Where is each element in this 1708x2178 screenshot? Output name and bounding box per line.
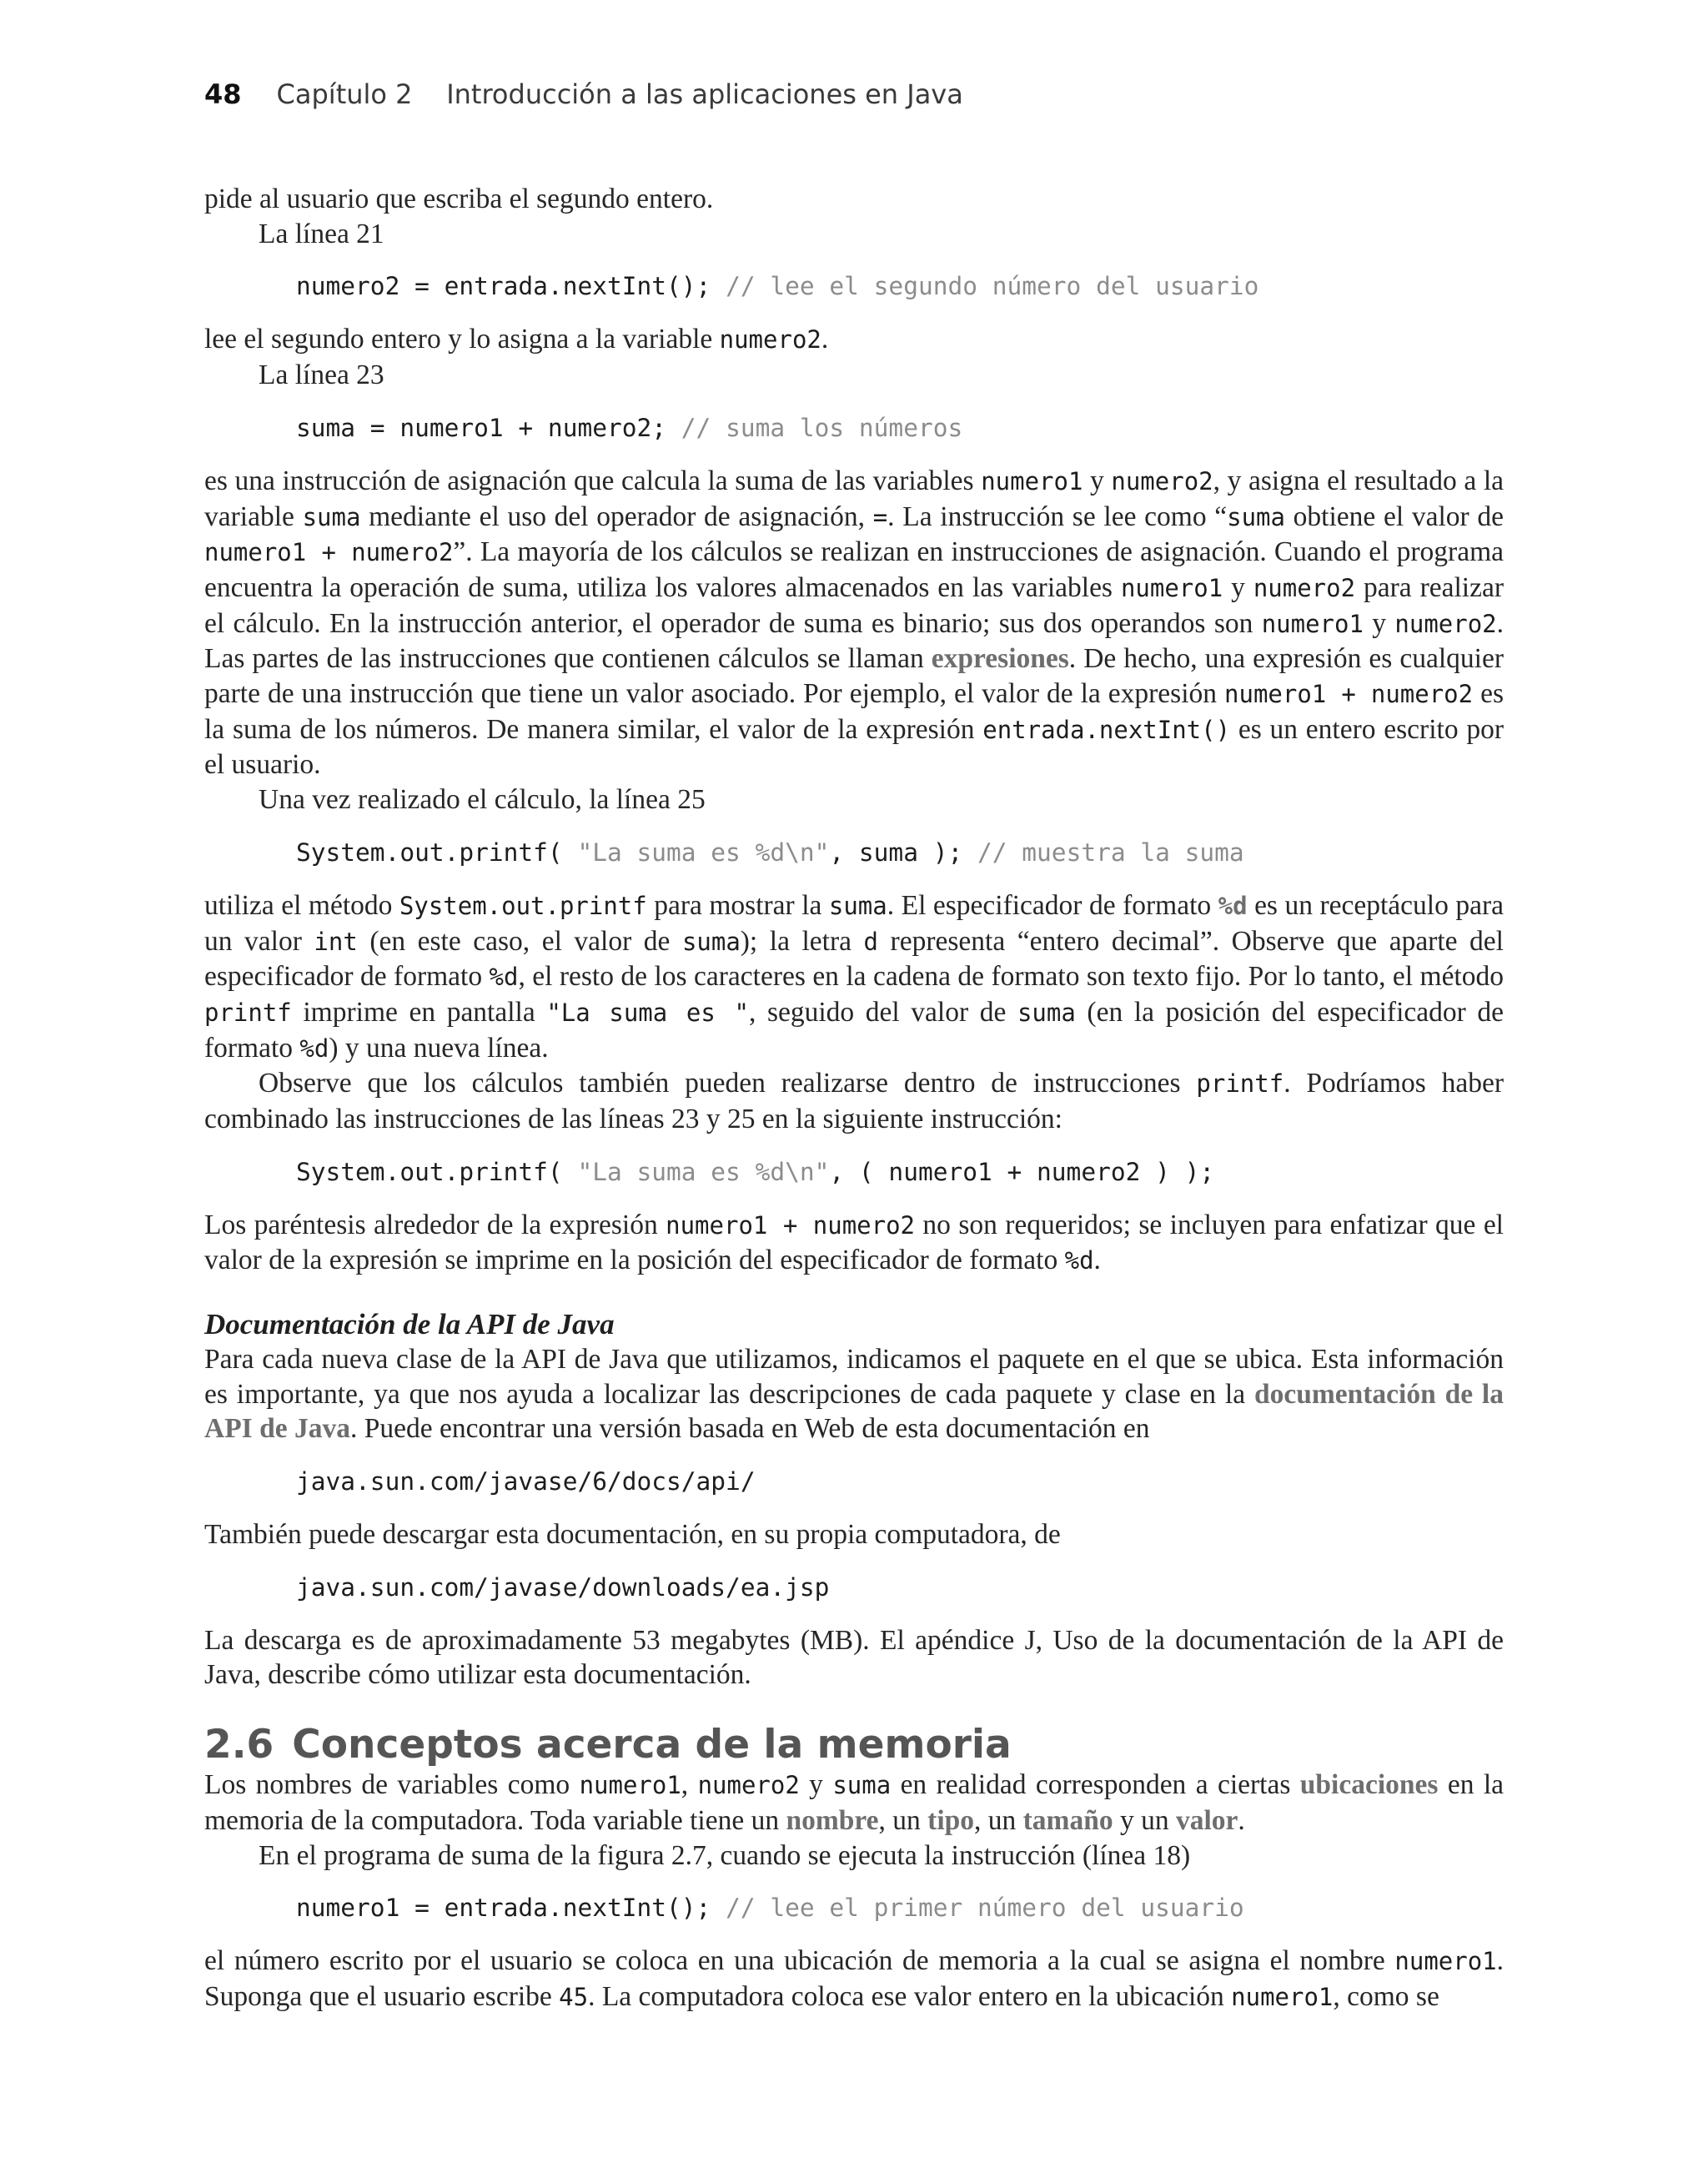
code-comment: // suma los números xyxy=(681,413,963,442)
key-term: ubicaciones xyxy=(1299,1769,1439,1801)
code-comment: // muestra la suma xyxy=(977,837,1244,867)
paragraph: La línea 21 xyxy=(259,218,384,249)
url-line: java.sun.com/javase/6/docs/api/ xyxy=(296,1466,756,1496)
section-number: 2.6 xyxy=(204,1722,274,1768)
paragraph: Para cada nueva clase de la API de Java que utilizamos, indicamos el paquete en el que se ubica. Esta información es importante, ya que nos ayuda a localizar las descripciones de cada paquete y clase en la documentación de la API de Java. Puede encontrar una versión basada en Web de esta documentación en xyxy=(204,1343,1504,1445)
paragraph: Los nombres de variables como numero1, numero2 y suma en realidad corresponden a ciertas ubicaciones en la memoria de la computadora. Toda variable tiene un nombre, un tipo, un tamaño y un valor. xyxy=(204,1769,1505,1836)
key-term: %d xyxy=(1218,891,1248,920)
key-term: valor xyxy=(1175,1804,1238,1836)
url-line: java.sun.com/javase/downloads/ea.jsp xyxy=(296,1572,830,1602)
paragraph: Observe que los cálculos también pueden realizarse dentro de instrucciones printf. Podríamos haber combinado las instrucciones de las líneas 23 y 25 en la siguiente instrucción: xyxy=(204,1068,1504,1135)
code-text: suma = numero1 + numero2; xyxy=(296,413,681,442)
code-line: System.out.printf( "La suma es %d\n", suma ); // muestra la suma xyxy=(296,837,1244,867)
key-term: nombre xyxy=(786,1804,879,1836)
key-term: expresiones xyxy=(931,643,1069,675)
section-title: Conceptos acerca de la memoria xyxy=(292,1722,1012,1768)
paragraph: La línea 23 xyxy=(259,360,384,391)
code-comment: // lee el primer número del usuario xyxy=(726,1894,1244,1923)
running-header xyxy=(204,78,963,110)
paragraph: lee el segundo entero y lo asigna a la variable numero2. xyxy=(204,324,829,355)
paragraph: pide al usuario que escriba el segundo entero. xyxy=(204,184,714,214)
key-term: documentación de la API de Java xyxy=(204,1378,1504,1445)
paragraph: utiliza el método System.out.printf para mostrar la suma. El especificador de formato %d es un receptáculo para un valor int (en este caso, el valor de suma); la letra d representa “entero decimal”. Observe que aparte del especificador de formato %d, el resto de los caracteres en la cadena de formato son texto fijo. Por lo tanto, el método printf imprime en pantalla "La suma es ", seguido del valor de suma (en la posición del especificador de formato %d) y una nueva línea. xyxy=(204,889,1504,1064)
paragraph: es una instrucción de asignación que calcula la suma de las variables numero1 y numero2, y asigna el resultado a la variable suma mediante el uso del operador de asignación, =. La instrucción se lee como “suma obtiene el valor de numero1 + numero2”. La mayoría de los cálculos se realizan en instrucciones de asignación. Cuando el programa encuentra la operación de suma, utiliza los valores almacenados en las variables numero1 y numero2 para realizar el cálculo. En la instrucción anterior, el operador de suma es binario; sus dos operandos son numero1 y numero2. Las partes de las instrucciones que contienen cálculos se llaman expresiones. De hecho, una expresión es cualquier parte de una instrucción que tiene un valor asociado. Por ejemplo, el valor de la expresión numero1 + numero2 es la suma de los números. De manera similar, el valor de la expresión entrada.nextInt() es un entero escrito por el usuario. xyxy=(204,465,1505,781)
paragraph: La descarga es de aproximadamente 53 megabytes (MB). El apéndice J, Uso de la documentación de la API de Java, describe cómo utilizar esta documentación. xyxy=(204,1624,1504,1691)
page-number: 48 xyxy=(204,78,242,110)
paragraph: En el programa de suma de la figura 2.7, cuando se ejecuta la instrucción (línea 18) xyxy=(259,1839,1191,1871)
section-heading xyxy=(204,1723,1504,1768)
code-line: System.out.printf( "La suma es %d\n", ( numero1 + numero2 ) ); xyxy=(296,1157,1215,1186)
chapter-title: Capítulo 2 Introducción a las aplicaciones en Java xyxy=(276,78,963,110)
paragraph: Una vez realizado el cálculo, la línea 25 xyxy=(259,784,706,816)
paragraph: También puede descargar esta documentación, en su propia computadora, de xyxy=(204,1518,1061,1550)
code-string: "La suma es %d\n" xyxy=(577,1157,830,1186)
key-term: tipo xyxy=(927,1804,975,1836)
code-line xyxy=(296,269,1504,304)
subsection-heading: Documentación de la API de Java xyxy=(204,1308,615,1341)
page-body xyxy=(204,182,1504,2015)
code-text: numero2 = entrada.nextInt(); xyxy=(296,272,726,301)
paragraph: Los paréntesis alrededor de la expresión numero1 + numero2 no son requeridos; se incluyen para enfatizar que el valor de la expresión se imprime en la posición del especificador de formato %d. xyxy=(204,1209,1504,1276)
code-line xyxy=(296,411,1504,445)
paragraph: el número escrito por el usuario se coloca en una ubicación de memoria a la cual se asigna el nombre numero1. Suponga que el usuario escribe 45. La computadora coloca ese valor entero en la ubicación numero1, como se xyxy=(204,1945,1504,2012)
code-string: "La suma es %d\n" xyxy=(577,837,830,867)
code-line: numero1 = entrada.nextInt(); // lee el primer número del usuario xyxy=(296,1894,1244,1923)
code-comment: // lee el segundo número del usuario xyxy=(726,272,1259,301)
key-term: tamaño xyxy=(1022,1804,1113,1836)
